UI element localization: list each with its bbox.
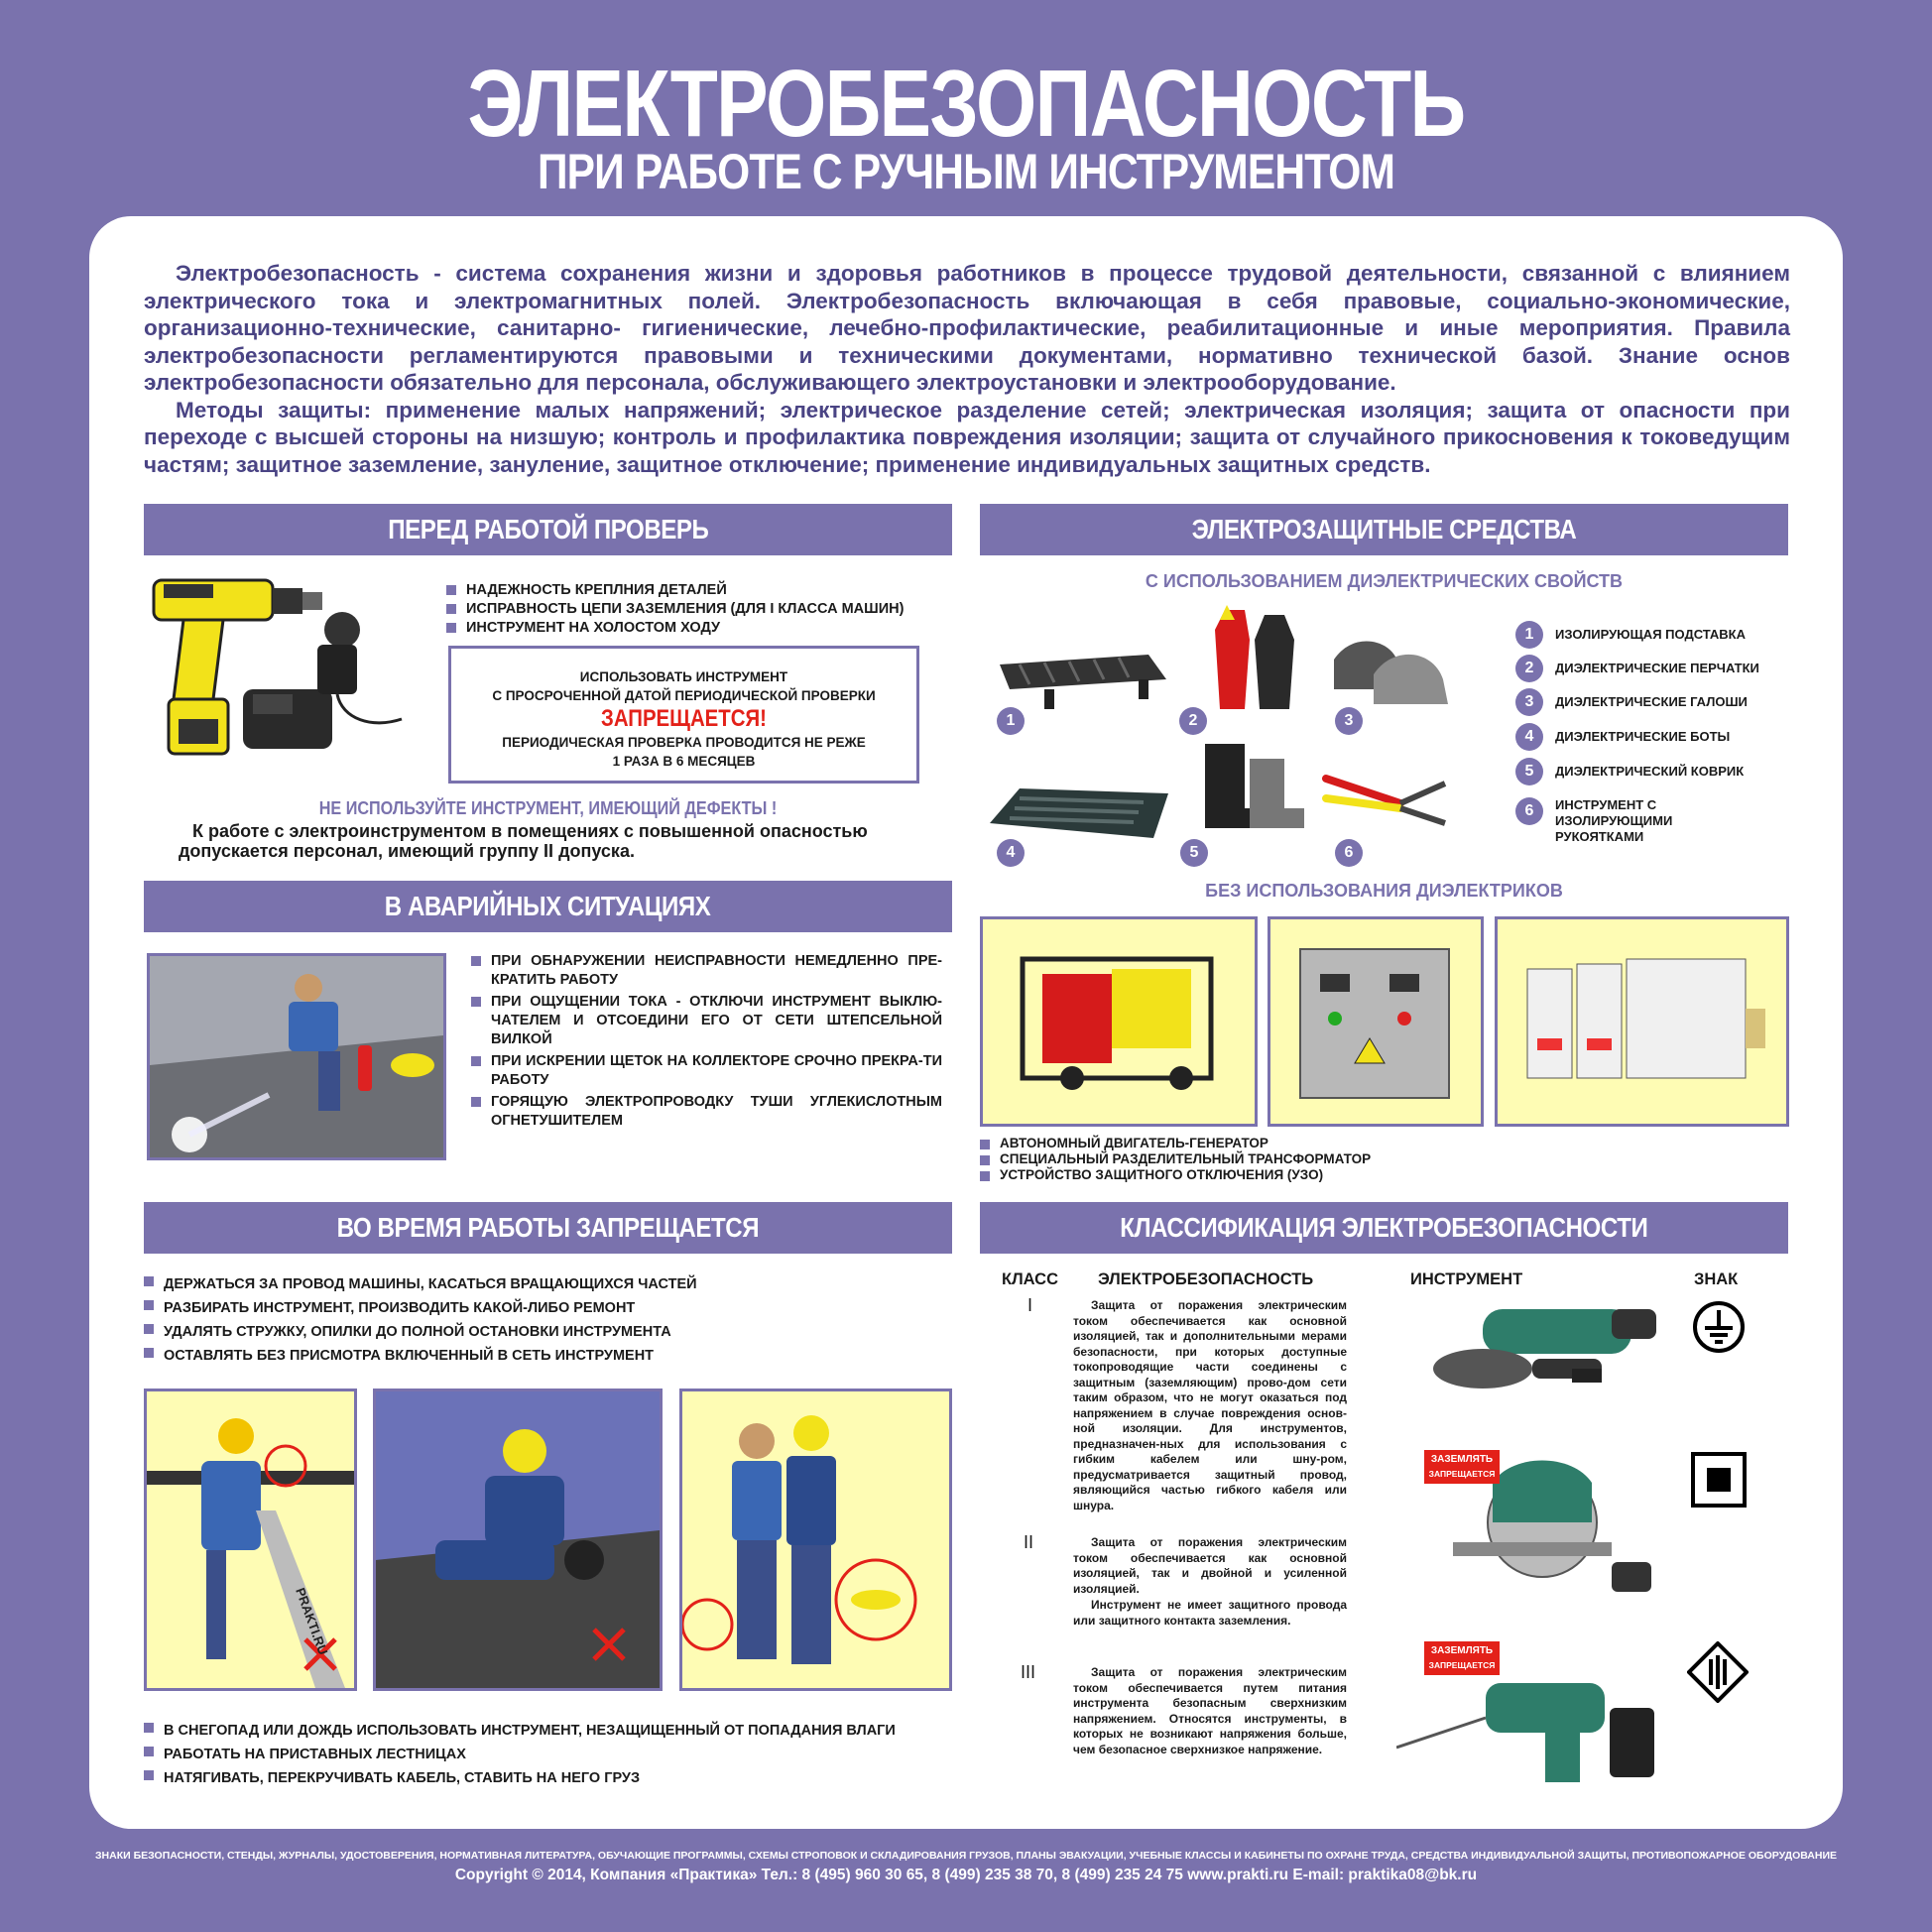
emergency-item: ПРИ ОЩУЩЕНИИ ТОКА - ОТКЛЮЧИ ИНСТРУМЕНТ ВЫКЛЮ-ЧАТЕЛЕМ И ОТСОЕДИНИ ЕГО ОТ СЕТИ ШТЕПСЕЛЬНОЙ ВИЛКОЙ [471, 993, 942, 1049]
legend-label: ДИЭЛЕКТРИЧЕСКИЕ ГАЛОШИ [1555, 694, 1748, 709]
page-title: ЭЛЕКТРОБЕЗОПАСНОСТЬ [467, 51, 1465, 157]
section-header-classification: КЛАССИФИКАЦИЯ ЭЛЕКТРОБЕЗОПАСНОСТИ [980, 1202, 1788, 1254]
class-3-label: III [1021, 1662, 1036, 1682]
defect-warning: НЕ ИСПОЛЬЗУЙТЕ ИНСТРУМЕНТ, ИМЕЮЩИЙ ДЕФЕКТЫ ! [318, 798, 778, 818]
ground-label-line-1: ЗАЗЕМЛЯТЬ [1430, 1645, 1494, 1656]
non-dielectric-item: АВТОНОМНЫЙ ДВИГАТЕЛЬ-ГЕНЕРАТОР [980, 1136, 1476, 1151]
transformer-box [1268, 916, 1484, 1127]
rcd-box [1495, 916, 1789, 1127]
forbidden-list-bottom [144, 1719, 952, 1790]
notice-forbidden: ЗАПРЕЩАЕТСЯ! [601, 705, 767, 732]
double-insulation-icon [1691, 1452, 1747, 1508]
footer-contacts: Copyright © 2014, Компания «Практика» Тел.: 8 (495) 960 30 65, 8 (499) 235 38 70, 8 (499) 235 24 75 www.prakti.ru E-mail: praktika08@bk.ru [454, 1867, 1478, 1883]
forbidden-item: РАБОТАТЬ НА ПРИСТАВНЫХ ЛЕСТНИЦАХ [144, 1743, 952, 1766]
section-header-protection: ЭЛЕКТРОЗАЩИТНЫЕ СРЕДСТВА [980, 504, 1788, 555]
safety-extra-low-voltage-icon [1687, 1641, 1749, 1703]
item-number-1: 1 [997, 707, 1025, 735]
page-subtitle: ПРИ РАБОТЕ С РУЧНЫМ ИНСТРУМЕНТОМ [537, 144, 1395, 199]
before-work-checklist [446, 581, 942, 638]
emergency-item: ПРИ ОБНАРУЖЕНИИ НЕИСПРАВНОСТИ НЕМЕДЛЕННО ПРЕ-КРАТИТЬ РАБОТУ [471, 952, 942, 990]
intro-text [144, 260, 1790, 478]
forbidden-item: ДЕРЖАТЬСЯ ЗА ПРОВОД МАШИНЫ, КАСАТЬСЯ ВРАЩАЮЩИХСЯ ЧАСТЕЙ [144, 1272, 937, 1296]
item-number-4: 4 [997, 839, 1025, 867]
legend-label: ИЗОЛИРУЮЩАЯ ПОДСТАВКА [1555, 627, 1746, 642]
column-sign-header: ЗНАК [1694, 1270, 1739, 1288]
notice-line-2: С ПРОСРОЧЕННОЙ ДАТОЙ ПЕРИОДИЧЕСКОЙ ПРОВЕРКИ [492, 688, 876, 703]
class-1-label: I [1027, 1295, 1033, 1315]
emergency-item: ГОРЯЩУЮ ЭЛЕКТРОПРОВОДКУ ТУШИ УГЛЕКИСЛОТНЫМ ОГНЕТУШИТЕЛЕМ [471, 1093, 942, 1131]
legend-label: ДИЭЛЕКТРИЧЕСКИЙ КОВРИК [1555, 764, 1745, 779]
checklist-item: НАДЕЖНОСТЬ КРЕПЛНИЯ ДЕТАЛЕЙ [446, 581, 942, 600]
item-number-2: 2 [1179, 707, 1207, 735]
dielectric-galoshes-image [1324, 620, 1463, 714]
class-2-label: II [1024, 1532, 1034, 1552]
class-1-description: Защита от поражения электрическим током обеспечивается как основной изоляцией, так и дополнительными мерами безопасности, при которых доступные токопроводящие части соединены с защитным (заземляющим) прово-дом сети таким образом, что не могут оказаться под напряжением в случае повреждения основ-ной изоляции. Для инструментов, предназначен-ных для использования с гибким кабелем или шну-ром, предусматривается защитный провод, являющийся частью гибкого кабеля или шнура. [1073, 1298, 1347, 1512]
intro-paragraph-1: Электробезопасность - система сохранения жизни и здоровья работников в процессе трудовой деятельности, связанной с влиянием электрического тока и электромагнитных полей. Электробезопасность включающая в себя правовые, социально-экономические, организационно-технические, санитарно- гигиенические, лечебно-профилактические, реабилитационные и иные мероприятия. Правила электробезопасности регламентируются правовыми и техническими документами, нормативно технической базой. Знание основ электробезопасности обязательно для персонала, обслуживающего электроустановки и электрооборудование. [144, 261, 1790, 395]
cable-illustration [679, 1389, 952, 1691]
dielectric-boots-image [1195, 739, 1314, 838]
section-header-before-work: ПЕРЕД РАБОТОЙ ПРОВЕРЬ [144, 504, 952, 555]
non-dielectric-item: СПЕЦИАЛЬНЫЙ РАЗДЕЛИТЕЛЬНЫЙ ТРАНСФОРМАТОР [980, 1151, 1476, 1167]
rain-illustration [373, 1389, 663, 1691]
dielectric-mat-image [980, 779, 1173, 848]
column-safety-header: ЭЛЕКТРОБЕЗОПАСНОСТЬ [1098, 1270, 1314, 1288]
notice-line-4: 1 РАЗА В 6 МЕСЯЦЕВ [612, 754, 756, 769]
forbidden-item: ОСТАВЛЯТЬ БЕЗ ПРИСМОТРА ВКЛЮЧЕННЫЙ В СЕТЬ ИНСТРУМЕНТ [144, 1344, 937, 1368]
forbidden-item: РАЗБИРАТЬ ИНСТРУМЕНТ, ПРОИЗВОДИТЬ КАКОЙ-ЛИБО РЕМОНТ [144, 1296, 937, 1320]
non-dielectric-item: УСТРОЙСТВО ЗАЩИТНОГО ОТКЛЮЧЕНИЯ (УЗО) [980, 1167, 1476, 1183]
item-number-6: 6 [1335, 839, 1363, 867]
legend-number: 6 [1515, 797, 1543, 825]
expired-check-notice [448, 646, 919, 784]
angle-grinder-image [1423, 1279, 1666, 1408]
drill-illustration [144, 570, 441, 769]
checklist-item: ИСПРАВНОСТЬ ЦЕПИ ЗАЗЕМЛЕНИЯ (ДЛЯ I КЛАССА МАШИН) [446, 600, 942, 619]
insulating-stand-image [990, 635, 1168, 714]
ladder-illustration [144, 1389, 357, 1691]
forbidden-item: УДАЛЯТЬ СТРУЖКУ, ОПИЛКИ ДО ПОЛНОЙ ОСТАНОВКИ ИНСТРУМЕНТА [144, 1320, 937, 1344]
class-2-description: Защита от поражения электрическим током обеспечивается как основной изоляцией, так и двойной и усиленной изоляцией. [1073, 1535, 1347, 1596]
checklist-item: ИНСТРУМЕНТ НА ХОЛОСТОМ ХОДУ [446, 619, 942, 638]
ladder-brand-text: PRAKTI.RU [293, 1585, 331, 1657]
forbidden-list-top [144, 1272, 937, 1368]
dielectric-gloves-image [1205, 600, 1304, 719]
emergency-item: ПРИ ИСКРЕНИИ ЩЕТОК НА КОЛЛЕКТОРЕ СРОЧНО ПРЕКРА-ТИ РАБОТУ [471, 1052, 942, 1090]
section-header-forbidden: ВО ВРЕМЯ РАБОТЫ ЗАПРЕЩАЕТСЯ [144, 1202, 952, 1254]
legend-label: ИНСТРУМЕНТ С ИЗОЛИРУЮЩИМИ РУКОЯТКАМИ [1555, 797, 1673, 844]
intro-paragraph-2: Методы защиты: применение малых напряжений; электрическое разделение сетей; электрическая изоляция; защита от опасности при переходе с высшей стороны на низшую; контроль и профилактика повреждения изоляции; защита от случайного прикосновения к токоведущим частям; защитное заземление, зануление, защитное отключение; применение индивидуальных защитных средств. [144, 397, 1790, 477]
non-dielectric-subheading: БЕЗ ИСПОЛЬЗОВАНИЯ ДИЭЛЕКТРИКОВ [1205, 881, 1563, 901]
column-tool-header: ИНСТРУМЕНТ [1410, 1270, 1523, 1288]
class-3-description: Защита от поражения электрическим током обеспечивается путем питания инструмента безопасным сверхнизким напряжением. Относятся инструменты, в которых не возникают напряжения больше, чем безопасное сверхнизкое напряжение. [1073, 1665, 1347, 1756]
ground-label-line-2: ЗАПРЕЩАЕТСЯ [1428, 1660, 1496, 1670]
ground-label-line-2: ЗАПРЕЩАЕТСЯ [1428, 1469, 1496, 1479]
class-2-description-extra: Инструмент не имеет защитного провода или защитного контакта заземления. [1073, 1598, 1347, 1628]
insulated-pliers-image [1321, 759, 1460, 848]
ground-label-line-1: ЗАЗЕМЛЯТЬ [1430, 1454, 1494, 1465]
item-number-3: 3 [1335, 707, 1363, 735]
footer-services: ЗНАКИ БЕЗОПАСНОСТИ, СТЕНДЫ, ЖУРНАЛЫ, УДОСТОВЕРЕНИЯ, НОРМАТИВНАЯ ЛИТЕРАТУРА, ОБУЧАЮЩИЕ ПРОГРАММЫ, СХЕМЫ СТРОПОВОК И СКЛАДИРОВАНИЯ ГРУЗОВ, ПЛАНЫ ЭВАКУАЦИИ, УЧЕБНЫЕ КЛАССЫ И КАБИНЕТЫ ПО ОХРАНЕ ТРУДА, СРЕДСТВА ИНДИВИДУАЛЬНОЙ ЗАЩИТЫ, ПРОТИВОПОЖАРНОЕ ОБОРУДОВАНИЕ [94, 1850, 1838, 1862]
notice-line-3: ПЕРИОДИЧЕСКАЯ ПРОВЕРКА ПРОВОДИТСЯ НЕ РЕЖЕ [502, 735, 866, 750]
forbidden-item: НАТЯГИВАТЬ, ПЕРЕКРУЧИВАТЬ КАБЕЛЬ, СТАВИТЬ НА НЕГО ГРУЗ [144, 1766, 952, 1790]
legend-number: 4 [1515, 723, 1543, 751]
notice-line-1: ИСПОЛЬЗОВАТЬ ИНСТРУМЕНТ [579, 669, 788, 684]
dielectric-subheading: С ИСПОЛЬЗОВАНИЕМ ДИЭЛЕКТРИЧЕСКИХ СВОЙСТВ [1145, 571, 1624, 591]
forbidden-item: В СНЕГОПАД ИЛИ ДОЖДЬ ИСПОЛЬЗОВАТЬ ИНСТРУМЕНТ, НЕЗАЩИЩЕННЫЙ ОТ ПОПАДАНИЯ ВЛАГИ [144, 1719, 952, 1743]
fire-extinguisher-illustration [147, 953, 446, 1160]
legend-number: 5 [1515, 758, 1543, 785]
legend-label: ДИЭЛЕКТРИЧЕСКИЕ ПЕРЧАТКИ [1555, 661, 1759, 675]
section-header-emergency: В АВАРИЙНЫХ СИТУАЦИЯХ [144, 881, 952, 932]
ground-symbol-icon [1692, 1300, 1746, 1354]
legend-label: ДИЭЛЕКТРИЧЕСКИЕ БОТЫ [1555, 729, 1731, 744]
access-group-note: К работе с электроинструментом в помещениях с повышенной опасностью допускается персонал, имеющий группу II допуска. [179, 821, 868, 861]
emergency-list [471, 952, 942, 1131]
generator-box [980, 916, 1258, 1127]
legend-number: 1 [1515, 621, 1543, 649]
legend-number: 2 [1515, 655, 1543, 682]
non-dielectric-list [980, 1136, 1476, 1183]
column-class-header: КЛАСС [1002, 1270, 1058, 1288]
item-number-5: 5 [1180, 839, 1208, 867]
ground-forbidden-label-2 [1424, 1641, 1500, 1675]
ground-forbidden-label-1 [1424, 1450, 1500, 1484]
legend-number: 3 [1515, 688, 1543, 716]
